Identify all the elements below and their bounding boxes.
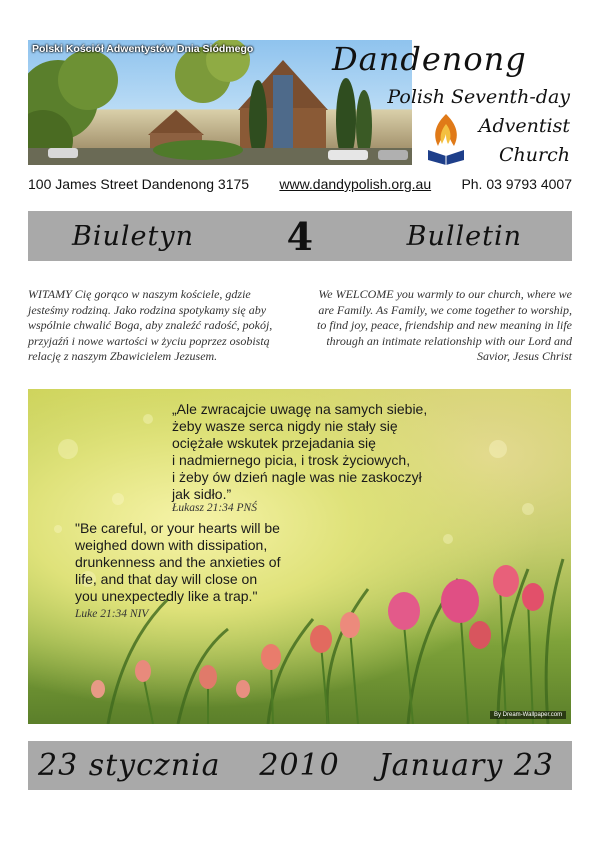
photo-caption: Polski Kościół Adwentystów Dnia Siódmego [32, 43, 254, 55]
verse-english [75, 520, 395, 605]
bulletin-label-en: Bulletin [406, 220, 522, 252]
wallpaper-credit: By Dream-Wallpaper.com [490, 711, 566, 719]
verse-polish [172, 401, 472, 503]
verse-polish-line: „Ale zwracajcie uwagę na samych siebie, [172, 401, 428, 417]
welcome-polish: WITAMY Cię gorąco w naszym kościele, gdzie jesteśmy rodziną. Jako rodzina spotykamy się aby wspólnie chwalić Boga, aby znaleźć radość, pokój, przyjaźń i nowe wartości w życiu poprzez osobistą relację z naszym Zbawicielem Jezusem. [28, 287, 273, 363]
verse-english-line: you unexpectedly like a trap." [75, 588, 258, 604]
verse-english-reference: Luke 21:34 NIV [75, 608, 149, 620]
verse-english-line: weighed down with dissipation, [75, 537, 268, 553]
phone-text: Ph. 03 9793 4007 [461, 176, 572, 192]
verse-polish-line: żeby wasze serca nigdy nie stały się [172, 418, 398, 434]
welcome-english: We WELCOME you warmly to our church, where we are Family. As Family, we come together to worship, to find joy, peace, friendship and new meaning in life through an intimate relationship with our Lord and Savior, Jesus Christ [317, 287, 572, 363]
website-link[interactable]: www.dandypolish.org.au [279, 176, 432, 192]
subtitle-line-2: Adventist [478, 115, 570, 137]
bulletin-label-pl: Biuletyn [72, 220, 194, 252]
contact-row [28, 176, 572, 192]
date-year: 2010 [259, 748, 340, 783]
verse-polish-line: jak sidło.” [172, 486, 232, 502]
subtitle-line-1: Polish Seventh-day [387, 86, 570, 108]
verse-polish-line: i nadmiernego picia, i trosk życiowych, [172, 452, 411, 468]
verse-english-line: life, and that day will close on [75, 571, 258, 587]
adventist-flame-book-icon [420, 110, 472, 166]
verse-polish-line: ociężałe wskutek przejadania się [172, 435, 376, 451]
date-polish: 23 stycznia [38, 748, 221, 783]
verse-english-line: drunkenness and the anxieties of [75, 554, 281, 570]
verse-polish-line: i żeby ów dzień nagle was nie zaskoczył [172, 469, 422, 485]
verse-polish-reference: Łukasz 21:34 PNŚ [172, 502, 257, 514]
address-text: 100 James Street Dandenong 3175 [28, 176, 250, 192]
date-english: January 23 [378, 748, 554, 783]
subtitle-line-3: Church [499, 144, 570, 166]
church-title: Dandenong [332, 40, 527, 78]
verse-image [28, 389, 571, 724]
verse-english-line: "Be careful, or your hearts will be [75, 520, 280, 536]
issue-number: 4 [286, 213, 315, 259]
date-bar [28, 741, 572, 790]
bulletin-bar [28, 211, 572, 261]
